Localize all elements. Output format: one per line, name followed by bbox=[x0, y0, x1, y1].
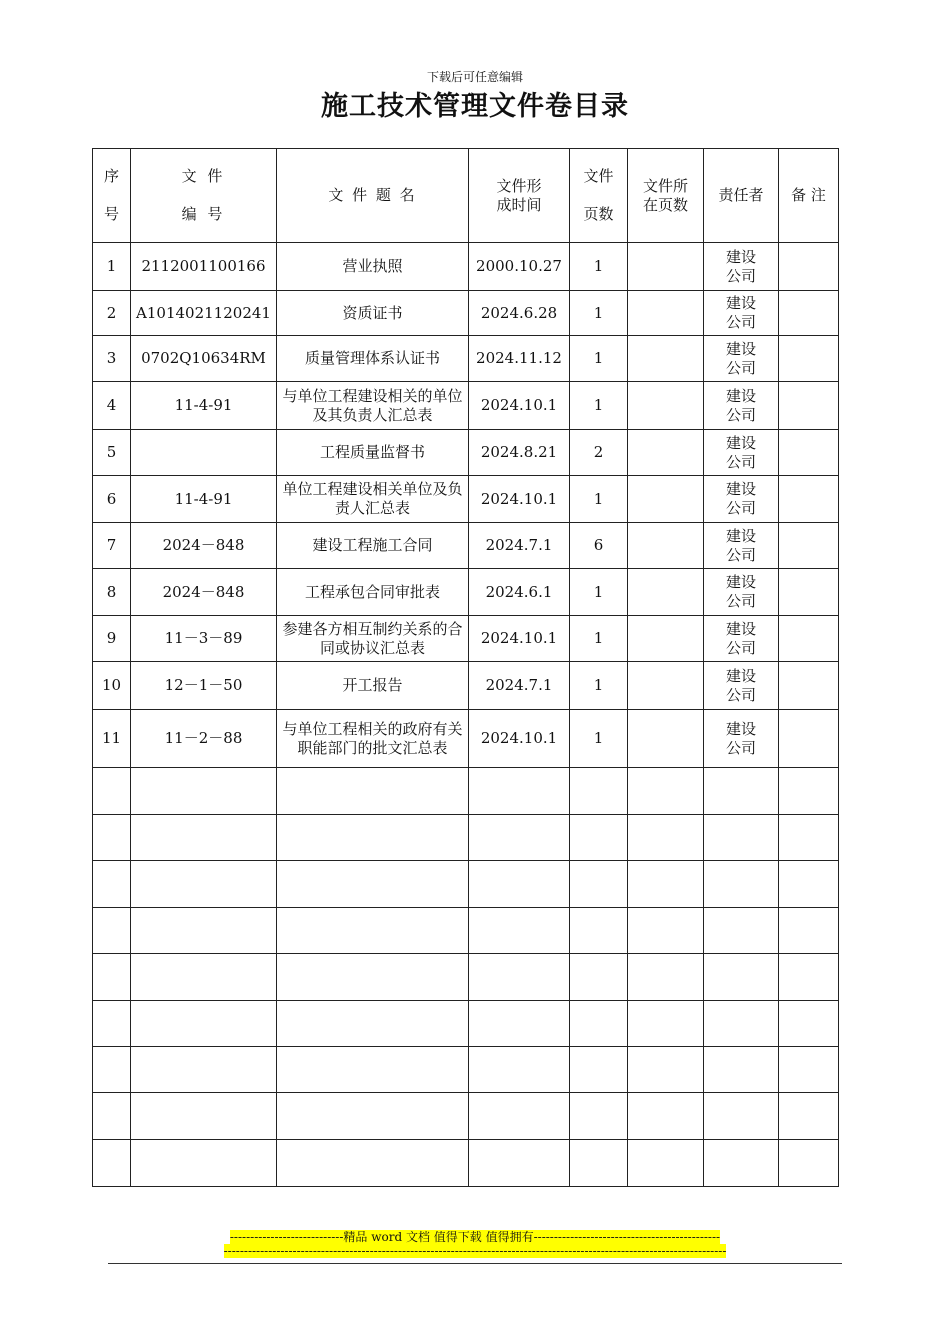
table-row bbox=[93, 382, 839, 430]
table-row bbox=[93, 616, 839, 662]
empty-cell bbox=[779, 1093, 839, 1140]
cell-resp: 建设公司 bbox=[704, 243, 779, 291]
cell-date: 2024.7.1 bbox=[469, 662, 570, 710]
empty-cell bbox=[779, 954, 839, 1001]
cell-remark bbox=[779, 336, 839, 382]
cell-no: 7 bbox=[93, 523, 131, 569]
empty-cell bbox=[469, 1093, 570, 1140]
cell-code: 0702Q10634RM bbox=[131, 336, 277, 382]
cell-code: 2112001100166 bbox=[131, 243, 277, 291]
cell-remark bbox=[779, 569, 839, 616]
empty-row bbox=[93, 954, 839, 1001]
empty-cell bbox=[469, 861, 570, 908]
cell-at-page bbox=[628, 569, 704, 616]
cell-resp: 建设公司 bbox=[704, 662, 779, 710]
header-responsible: 责任者 bbox=[704, 149, 779, 243]
cell-at-page bbox=[628, 243, 704, 291]
cell-code: 11－3－89 bbox=[131, 616, 277, 662]
cell-date: 2024.11.12 bbox=[469, 336, 570, 382]
empty-cell bbox=[628, 1047, 704, 1093]
cell-resp: 建设公司 bbox=[704, 523, 779, 569]
footer-banner: ----------------------------精品 word 文档 值得下载 值得拥有---------------------------------------------- bbox=[229, 1230, 721, 1244]
cell-name: 建设工程施工合同 bbox=[277, 523, 469, 569]
cell-date: 2024.10.1 bbox=[469, 616, 570, 662]
download-note: 下载后可任意编辑 bbox=[426, 70, 523, 84]
table-row bbox=[93, 662, 839, 710]
cell-remark bbox=[779, 523, 839, 569]
empty-cell bbox=[93, 815, 131, 861]
empty-cell bbox=[628, 954, 704, 1001]
cell-pages: 1 bbox=[570, 710, 628, 768]
cell-resp: 建设公司 bbox=[704, 382, 779, 430]
empty-cell bbox=[779, 908, 839, 954]
cell-no: 4 bbox=[93, 382, 131, 430]
empty-cell bbox=[570, 1047, 628, 1093]
empty-cell bbox=[131, 954, 277, 1001]
empty-cell bbox=[628, 1001, 704, 1047]
empty-cell bbox=[704, 954, 779, 1001]
cell-remark bbox=[779, 476, 839, 523]
empty-cell bbox=[469, 1140, 570, 1187]
cell-name: 工程承包合同审批表 bbox=[277, 569, 469, 616]
cell-pages: 1 bbox=[570, 476, 628, 523]
cell-pages: 2 bbox=[570, 430, 628, 476]
empty-cell bbox=[779, 1047, 839, 1093]
empty-cell bbox=[93, 954, 131, 1001]
cell-date: 2024.10.1 bbox=[469, 382, 570, 430]
empty-cell bbox=[93, 1047, 131, 1093]
cell-code: A1014021120241 bbox=[131, 291, 277, 336]
empty-cell bbox=[628, 1140, 704, 1187]
cell-code: 2024－848 bbox=[131, 523, 277, 569]
cell-date: 2000.10.27 bbox=[469, 243, 570, 291]
empty-cell bbox=[469, 1047, 570, 1093]
empty-cell bbox=[704, 768, 779, 815]
table-row bbox=[93, 476, 839, 523]
cell-no: 8 bbox=[93, 569, 131, 616]
empty-cell bbox=[628, 861, 704, 908]
page-title: 施工技术管理文件卷目录 bbox=[321, 91, 629, 122]
empty-cell bbox=[628, 1093, 704, 1140]
cell-no: 3 bbox=[93, 336, 131, 382]
empty-cell bbox=[704, 1140, 779, 1187]
empty-cell bbox=[704, 861, 779, 908]
table-row bbox=[93, 523, 839, 569]
cell-pages: 1 bbox=[570, 382, 628, 430]
table-row bbox=[93, 336, 839, 382]
cell-no: 6 bbox=[93, 476, 131, 523]
cell-resp: 建设公司 bbox=[704, 616, 779, 662]
cell-pages: 1 bbox=[570, 291, 628, 336]
cell-date: 2024.10.1 bbox=[469, 476, 570, 523]
empty-cell bbox=[277, 1001, 469, 1047]
cell-pages: 1 bbox=[570, 662, 628, 710]
empty-cell bbox=[704, 1047, 779, 1093]
empty-cell bbox=[570, 1001, 628, 1047]
catalog-table bbox=[92, 148, 839, 1187]
cell-pages: 1 bbox=[570, 336, 628, 382]
cell-resp: 建设公司 bbox=[704, 336, 779, 382]
cell-remark bbox=[779, 382, 839, 430]
empty-cell bbox=[93, 768, 131, 815]
cell-date: 2024.8.21 bbox=[469, 430, 570, 476]
header-seq: 序 号 bbox=[93, 149, 131, 243]
empty-row bbox=[93, 768, 839, 815]
cell-name: 营业执照 bbox=[277, 243, 469, 291]
empty-cell bbox=[93, 1140, 131, 1187]
empty-cell bbox=[93, 861, 131, 908]
cell-pages: 1 bbox=[570, 616, 628, 662]
empty-cell bbox=[779, 1001, 839, 1047]
empty-cell bbox=[570, 768, 628, 815]
cell-at-page bbox=[628, 336, 704, 382]
cell-pages: 1 bbox=[570, 569, 628, 616]
header-date: 文件形 成时间 bbox=[469, 149, 570, 243]
empty-cell bbox=[277, 815, 469, 861]
cell-no: 9 bbox=[93, 616, 131, 662]
empty-cell bbox=[628, 908, 704, 954]
empty-cell bbox=[704, 1093, 779, 1140]
empty-cell bbox=[628, 768, 704, 815]
empty-cell bbox=[277, 1047, 469, 1093]
empty-cell bbox=[131, 768, 277, 815]
empty-cell bbox=[570, 861, 628, 908]
cell-name: 开工报告 bbox=[277, 662, 469, 710]
empty-cell bbox=[779, 861, 839, 908]
empty-cell bbox=[779, 815, 839, 861]
cell-pages: 6 bbox=[570, 523, 628, 569]
cell-no: 2 bbox=[93, 291, 131, 336]
empty-cell bbox=[779, 1140, 839, 1187]
cell-remark bbox=[779, 662, 839, 710]
cell-at-page bbox=[628, 476, 704, 523]
empty-cell bbox=[277, 1093, 469, 1140]
cell-name: 与单位工程相关的政府有关职能部门的批文汇总表 bbox=[277, 710, 469, 768]
empty-cell bbox=[570, 954, 628, 1001]
empty-row bbox=[93, 861, 839, 908]
table-row bbox=[93, 291, 839, 336]
empty-cell bbox=[277, 908, 469, 954]
empty-cell bbox=[277, 768, 469, 815]
cell-date: 2024.6.28 bbox=[469, 291, 570, 336]
cell-remark bbox=[779, 430, 839, 476]
empty-cell bbox=[277, 954, 469, 1001]
empty-cell bbox=[469, 954, 570, 1001]
cell-name: 与单位工程建设相关的单位及其负责人汇总表 bbox=[277, 382, 469, 430]
table-header-row bbox=[93, 149, 839, 243]
cell-pages: 1 bbox=[570, 243, 628, 291]
cell-name: 工程质量监督书 bbox=[277, 430, 469, 476]
table-row bbox=[93, 710, 839, 768]
empty-row bbox=[93, 1140, 839, 1187]
empty-cell bbox=[93, 1093, 131, 1140]
cell-no: 10 bbox=[93, 662, 131, 710]
cell-at-page bbox=[628, 710, 704, 768]
empty-cell bbox=[570, 815, 628, 861]
header-remark: 备 注 bbox=[779, 149, 839, 243]
empty-cell bbox=[570, 908, 628, 954]
cell-name: 资质证书 bbox=[277, 291, 469, 336]
cell-code bbox=[131, 430, 277, 476]
empty-cell bbox=[779, 768, 839, 815]
empty-cell bbox=[570, 1140, 628, 1187]
cell-date: 2024.7.1 bbox=[469, 523, 570, 569]
empty-cell bbox=[704, 1001, 779, 1047]
cell-code: 11－2－88 bbox=[131, 710, 277, 768]
empty-cell bbox=[469, 1001, 570, 1047]
empty-row bbox=[93, 815, 839, 861]
cell-resp: 建设公司 bbox=[704, 476, 779, 523]
header-name: 文 件 题 名 bbox=[277, 149, 469, 243]
cell-resp: 建设公司 bbox=[704, 569, 779, 616]
header-at-page: 文件所 在页数 bbox=[628, 149, 704, 243]
cell-no: 11 bbox=[93, 710, 131, 768]
cell-name: 单位工程建设相关单位及负责人汇总表 bbox=[277, 476, 469, 523]
cell-remark bbox=[779, 291, 839, 336]
cell-resp: 建设公司 bbox=[704, 291, 779, 336]
table-row bbox=[93, 243, 839, 291]
header-pages: 文件 页数 bbox=[570, 149, 628, 243]
cell-code: 11-4-91 bbox=[131, 476, 277, 523]
table-row bbox=[93, 569, 839, 616]
cell-at-page bbox=[628, 523, 704, 569]
empty-cell bbox=[131, 861, 277, 908]
cell-code: 12－1－50 bbox=[131, 662, 277, 710]
cell-name: 质量管理体系认证书 bbox=[277, 336, 469, 382]
empty-cell bbox=[131, 1001, 277, 1047]
cell-remark bbox=[779, 616, 839, 662]
cell-date: 2024.10.1 bbox=[469, 710, 570, 768]
empty-cell bbox=[469, 815, 570, 861]
empty-cell bbox=[277, 1140, 469, 1187]
empty-cell bbox=[704, 815, 779, 861]
empty-row bbox=[93, 1047, 839, 1093]
empty-cell bbox=[131, 1140, 277, 1187]
empty-cell bbox=[704, 908, 779, 954]
empty-row bbox=[93, 908, 839, 954]
empty-row bbox=[93, 1001, 839, 1047]
cell-no: 1 bbox=[93, 243, 131, 291]
cell-remark bbox=[779, 243, 839, 291]
empty-cell bbox=[469, 768, 570, 815]
cell-no: 5 bbox=[93, 430, 131, 476]
cell-resp: 建设公司 bbox=[704, 430, 779, 476]
cell-remark bbox=[779, 710, 839, 768]
footer-dashes: ---------------------------------------------------------------------------------------------------------------------------- bbox=[223, 1244, 727, 1258]
cell-at-page bbox=[628, 291, 704, 336]
cell-at-page bbox=[628, 430, 704, 476]
empty-cell bbox=[93, 908, 131, 954]
empty-cell bbox=[93, 1001, 131, 1047]
empty-cell bbox=[131, 815, 277, 861]
empty-cell bbox=[469, 908, 570, 954]
footer-rule bbox=[108, 1263, 842, 1264]
empty-row bbox=[93, 1093, 839, 1140]
empty-cell bbox=[628, 815, 704, 861]
cell-at-page bbox=[628, 662, 704, 710]
cell-date: 2024.6.1 bbox=[469, 569, 570, 616]
cell-code: 2024－848 bbox=[131, 569, 277, 616]
table-row bbox=[93, 430, 839, 476]
empty-cell bbox=[570, 1093, 628, 1140]
empty-cell bbox=[277, 861, 469, 908]
cell-code: 11-4-91 bbox=[131, 382, 277, 430]
cell-resp: 建设公司 bbox=[704, 710, 779, 768]
cell-at-page bbox=[628, 616, 704, 662]
empty-cell bbox=[131, 1093, 277, 1140]
empty-cell bbox=[131, 1047, 277, 1093]
header-code: 文 件 编 号 bbox=[131, 149, 277, 243]
cell-at-page bbox=[628, 382, 704, 430]
cell-name: 参建各方相互制约关系的合同或协议汇总表 bbox=[277, 616, 469, 662]
empty-cell bbox=[131, 908, 277, 954]
table-body bbox=[93, 243, 839, 1187]
